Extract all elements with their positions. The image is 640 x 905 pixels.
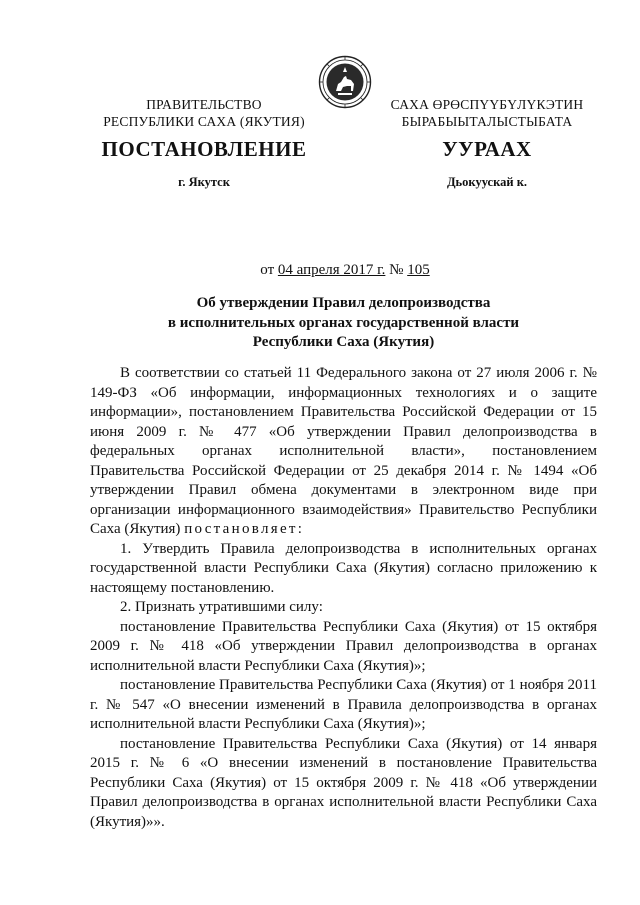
item-1: 1. Утвердить Правила делопроизводства в исполнительных органах государственной власти Республики Саха (Якутия) согласно приложению к настоящему постановлению.	[90, 540, 597, 596]
left-city: г. Якутск	[178, 175, 230, 189]
left-header	[95, 96, 313, 130]
number-sign: №	[389, 262, 404, 278]
decree-word: постановляет:	[184, 521, 305, 537]
date-line	[0, 262, 640, 279]
right-header-line2: БЫРАБЫЫТАЛЫСТЫБАТА	[401, 114, 573, 129]
title-line3: Республики Саха (Якутия)	[252, 334, 435, 350]
document-title	[90, 294, 597, 353]
date-prefix: от	[260, 262, 275, 278]
item-2: 2. Признать утратившими силу:	[120, 599, 323, 615]
left-header-line2: РЕСПУБЛИКИ САХА (ЯКУТИЯ)	[103, 114, 305, 129]
preamble-paragraph	[90, 364, 597, 540]
item-2-b: постановление Правительства Республики Саха (Якутия) от 1 ноября 2011 г. № 547 «О внесении изменений в Правила делопроизводства в органах исполнительной власти Республики Саха (Якутия)»;	[90, 677, 597, 732]
document-number: 105	[407, 262, 430, 278]
item-2-a: постановление Правительства Республики Саха (Якутия) от 15 октября 2009 г. № 418 «Об утверждении Правил делопроизводства в органах исполнительной власти Республики Саха (Якутия)»;	[90, 618, 597, 674]
preamble-text: В соответствии со статьей 11 Федерального закона от 27 июля 2006 г. № 149-ФЗ «Об информации, информационных технологиях и о защите информации», постановлением Правительства Российской Федерации от 15 июня 2009 г. № 477 «Об утверждении Правил делопроизводства в федеральных органах исполнительной власти», постановлением Правительства Российской Федерации от 25 декабря 2014 г. № 1494 «Об утверждении Правил обмена документами в электронном виде при организации информационного взаимодействия» Правительство Республики Саха (Якутия)	[90, 365, 597, 537]
right-header	[382, 96, 592, 130]
document-body	[90, 364, 597, 832]
document-date: 04 апреля 2017 г.	[277, 262, 386, 278]
title-line2: в исполнительных органах государственной власти	[167, 314, 520, 331]
right-doc-type: УУРААХ	[442, 137, 532, 161]
right-city: Дьокуускай к.	[446, 175, 528, 189]
left-header-line1: ПРАВИТЕЛЬСТВО	[146, 97, 262, 112]
coat-of-arms-icon	[318, 55, 372, 109]
title-line1: Об утверждении Правил делопроизводства	[196, 295, 491, 311]
left-doc-type: ПОСТАНОВЛЕНИЕ	[101, 137, 307, 161]
item-2-c: постановление Правительства Республики Саха (Якутия) от 14 января 2015 г. № 6 «О внесении изменений в постановление Правительства Республики Саха (Якутия) от 15 октября 2009 г. № 418 «Об утверждении Правил делопроизводства в органах исполнительной власти Республики Саха (Якутия)»».	[90, 735, 597, 830]
right-header-line1: САХА ӨРӨСПҮҮБҮЛҮКЭТИН	[390, 97, 584, 112]
